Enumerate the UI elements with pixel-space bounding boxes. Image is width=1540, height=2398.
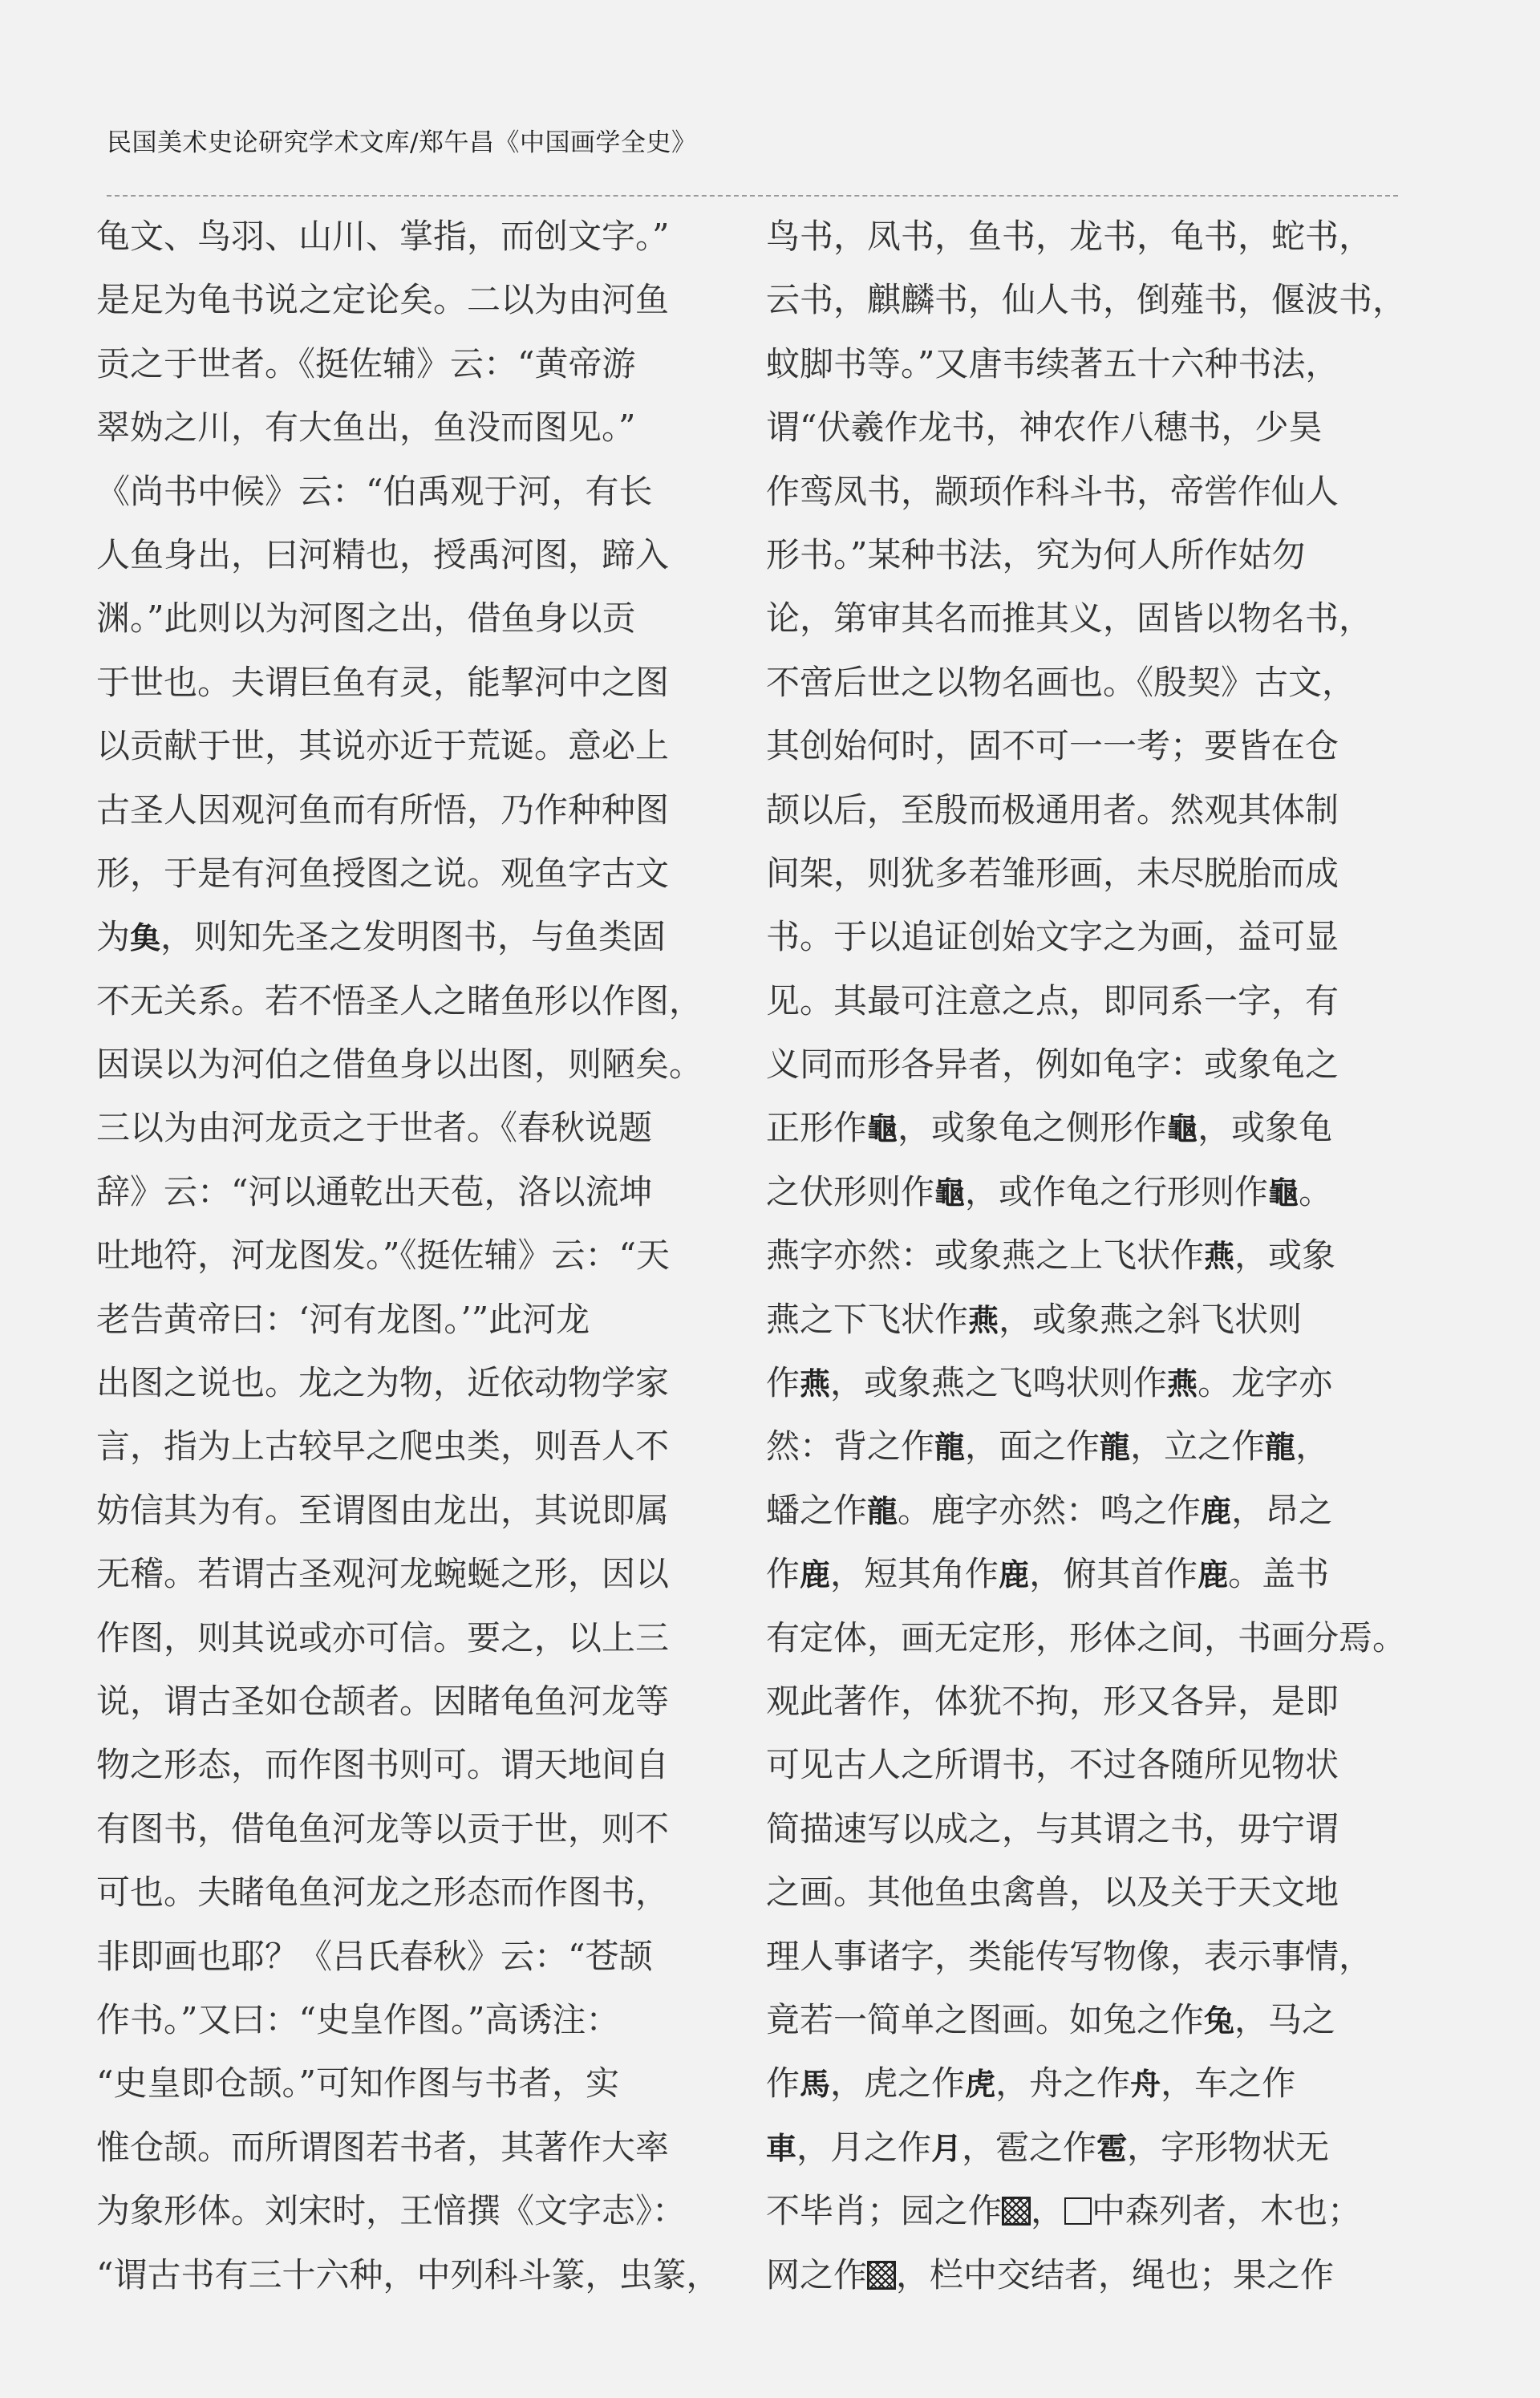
right-line-15: 正形作龜，或象龟之侧形作龜，或象龟 — [766, 1096, 1412, 1159]
right-line-24: 观此著作，体犹不拘，形又各异，是即 — [766, 1681, 1339, 1721]
left-line-6: 人鱼身出，曰河精也，授禹河图，蹄入 — [96, 534, 670, 574]
left-line-28: 非即画也耶？《吕氏春秋》云：“苍颉 — [96, 1936, 653, 1976]
left-line-16: 辞》云：“河以通乾出天苞，洛以流坤 — [96, 1171, 653, 1211]
left-text-column — [96, 205, 742, 2307]
right-line-11: 间架，则犹多若雏形画，未尽脱胎而成 — [766, 853, 1339, 893]
left-line-26: 有图书，借龟鱼河龙等以贡于世，则不 — [96, 1808, 670, 1848]
left-line-21: 妨信其为有。至谓图由龙出，其说即属 — [96, 1490, 670, 1530]
right-line-28: 理人事诸字，类能传写物像，表示事情， — [766, 1936, 1373, 1976]
ancient-glyph-icon: 龜 — [1268, 1174, 1299, 1211]
left-line-2: 是足为龟书说之定论矣。二以为由河鱼 — [96, 280, 670, 320]
right-line-14: 义同而形各异者，例如龟字：或象龟之 — [766, 1045, 1339, 1085]
lattice-glyph-icon — [1002, 2197, 1031, 2226]
ancient-glyph-icon: 𩵋 — [130, 919, 161, 956]
ancient-glyph-icon: 馬 — [800, 2066, 831, 2103]
right-line-30: 作馬，虎之作虎，舟之作舟，车之作 — [766, 2051, 1412, 2115]
left-line-20: 言，指为上古较早之爬虫类，则吾人不 — [96, 1426, 670, 1467]
ancient-glyph-icon: 車 — [766, 2129, 797, 2166]
left-line-7: 渊。”此则以为河图之出，借鱼身以贡 — [96, 598, 636, 639]
lattice-glyph-icon — [867, 2261, 896, 2290]
left-line-5: 《尚书中候》云：“伯禹观于河，有长 — [96, 471, 653, 511]
left-line-1: 龟文、鸟羽、山川、掌指，而创文字。” — [96, 217, 670, 256]
left-line-10: 古圣人因观河鱼而有所悟，乃作种种图 — [96, 789, 670, 830]
left-line-8: 于世也。夫谓巨鱼有灵，能挈河中之图 — [96, 662, 670, 702]
right-line-12: 书。于以追证创始文字之为画，益可显 — [766, 917, 1339, 957]
left-line-33: “谓古书有三十六种，中列科斗篆，虫篆， — [96, 2254, 720, 2295]
left-line-31: 惟仓颉。而所谓图若书者，其著作大率 — [96, 2127, 670, 2167]
left-line-25: 物之形态，而作图书则可。谓天地间自 — [96, 1745, 670, 1785]
right-line-25: 可见古人之所谓书，不过各随所见物状 — [766, 1745, 1339, 1785]
ancient-glyph-icon: 龍 — [1265, 1429, 1296, 1466]
ancient-glyph-icon: 雹 — [1096, 2129, 1128, 2166]
right-line-7: 论，第审其名而推其义，固皆以物名书， — [766, 598, 1373, 639]
ancient-glyph-icon: 龜 — [1167, 1110, 1198, 1147]
ancient-glyph-icon: 燕 — [1204, 1238, 1235, 1275]
right-line-16: 之伏形则作龜，或作龟之行形则作龜。 — [766, 1160, 1412, 1223]
left-line-18: 老告黄帝曰：‘河有龙图。’”此河龙 — [96, 1299, 590, 1339]
right-line-19: 作燕，或象燕之飞鸣状则作燕。龙字亦 — [766, 1351, 1412, 1414]
left-line-32: 为象形体。刘宋时，王愔撰《文字志》： — [96, 2191, 687, 2231]
left-line-29: 作书。”又曰：“史皇作图。”高诱注： — [96, 1999, 620, 2039]
ancient-glyph-icon: 鹿 — [1198, 1556, 1229, 1593]
right-line-9: 其创始何时，固不可一一考；要皆在仓 — [766, 726, 1339, 766]
left-line-23: 作图，则其说或亦可信。要之，以上三 — [96, 1617, 670, 1658]
right-line-27: 之画。其他鱼虫禽兽，以及关于天文地 — [766, 1873, 1339, 1913]
left-line-17: 吐地符，河龙图发。”《挺佐辅》云：“天 — [96, 1236, 670, 1276]
right-line-26: 简描速写以成之，与其谓之书，毋宁谓 — [766, 1808, 1339, 1848]
left-line-24: 说，谓古圣如仓颉者。因睹龟鱼河龙等 — [96, 1681, 670, 1721]
right-line-10: 颉以后，至殷而极通用者。然观其体制 — [766, 789, 1339, 830]
left-line-12: 为𩵋，则知先圣之发明图书，与鱼类固 — [96, 905, 742, 968]
right-line-2: 云书，麒麟书，仙人书，倒薤书，偃波书， — [766, 280, 1407, 320]
right-line-32: 不毕肖；园之作 ， 中森列者，木也； — [766, 2191, 1362, 2231]
left-line-11: 形，于是有河鱼授图之说。观鱼字古文 — [96, 853, 670, 893]
ancient-glyph-icon: 燕 — [968, 1301, 999, 1338]
right-line-3: 蚊脚书等。”又唐韦续著五十六种书法， — [766, 343, 1339, 383]
right-line-8: 不啻后世之以物名画也。《殷契》古文， — [766, 662, 1356, 702]
right-line-29: 竟若一简单之图画。如兔之作兔，马之 — [766, 1988, 1412, 2051]
left-line-22: 无稽。若谓古圣观河龙蜿蜒之形，因以 — [96, 1554, 670, 1594]
ancient-glyph-icon: 舟 — [1130, 2066, 1161, 2103]
ancient-glyph-icon: 虎 — [965, 2066, 996, 2103]
right-line-21: 蟠之作龍。鹿字亦然：鸣之作鹿，昂之 — [766, 1479, 1412, 1542]
left-line-3: 贡之于世者。《挺佐辅》云：“黄帝游 — [96, 343, 636, 383]
running-header: 民国美术史论研究学术文库/郑午昌《中国画学全史》 — [107, 128, 697, 157]
ancient-glyph-icon: 鹿 — [1201, 1492, 1232, 1529]
ancient-glyph-icon: 龍 — [934, 1429, 966, 1466]
right-line-31: 車，月之作月，雹之作雹，字形物状无 — [766, 2116, 1412, 2179]
header-divider — [107, 195, 1398, 197]
left-line-13: 不无关系。若不悟圣人之睹鱼形以作图， — [96, 980, 703, 1020]
right-text-column — [766, 205, 1412, 2307]
right-line-23: 有定体，画无定形，形体之间，书画分焉。 — [766, 1617, 1407, 1658]
square-frame-icon — [1064, 2197, 1092, 2225]
left-line-15: 三以为由河龙贡之于世者。《春秋说题 — [96, 1108, 653, 1148]
right-line-22: 作鹿，短其角作鹿，俯其首作鹿。盖书 — [766, 1542, 1412, 1605]
ancient-glyph-icon: 月 — [931, 2129, 962, 2166]
ancient-glyph-icon: 鹿 — [800, 1556, 831, 1593]
right-line-1: 鸟书，凤书，鱼书，龙书，龟书，蛇书， — [766, 217, 1373, 256]
ancient-glyph-icon: 燕 — [800, 1365, 831, 1402]
left-line-9: 以贡献于世，其说亦近于荒诞。意必上 — [96, 726, 670, 766]
right-line-18: 燕之下飞状作燕，或象燕之斜飞状则 — [766, 1288, 1412, 1351]
ancient-glyph-icon: 龍 — [1100, 1429, 1131, 1466]
left-line-30: “史皇即仓颉。”可知作图与书者，实 — [96, 2063, 619, 2104]
ancient-glyph-icon: 龜 — [867, 1110, 898, 1147]
right-line-5: 作鸾凤书，颛顼作科斗书，帝喾作仙人 — [766, 471, 1339, 511]
left-line-14: 因误以为河伯之借鱼身以出图，则陋矣。 — [96, 1045, 703, 1085]
ancient-glyph-icon: 鹿 — [999, 1556, 1030, 1593]
right-line-17: 燕字亦然：或象燕之上飞状作燕，或象 — [766, 1223, 1412, 1287]
right-line-13: 见。其最可注意之点，即同系一字，有 — [766, 980, 1339, 1020]
right-line-4: 谓“伏羲作龙书，神农作八穗书，少昊 — [766, 408, 1323, 448]
right-line-33: 网之作 ，栏中交结者，绳也；果之作 — [766, 2254, 1335, 2295]
ancient-glyph-icon: 兔 — [1204, 2002, 1235, 2039]
right-line-6: 形书。”某种书法，究为何人所作姑勿 — [766, 534, 1306, 574]
ancient-glyph-icon: 燕 — [1167, 1365, 1198, 1402]
ancient-glyph-icon: 龜 — [934, 1174, 966, 1211]
right-line-20: 然：背之作龍，面之作龍，立之作龍， — [766, 1414, 1412, 1478]
left-line-4: 翠妫之川，有大鱼出，鱼没而图见。” — [96, 408, 636, 448]
left-line-19: 出图之说也。龙之为物，近依动物学家 — [96, 1363, 670, 1403]
ancient-glyph-icon: 龍 — [867, 1492, 898, 1529]
left-line-27: 可也。夫睹龟鱼河龙之形态而作图书， — [96, 1873, 670, 1913]
